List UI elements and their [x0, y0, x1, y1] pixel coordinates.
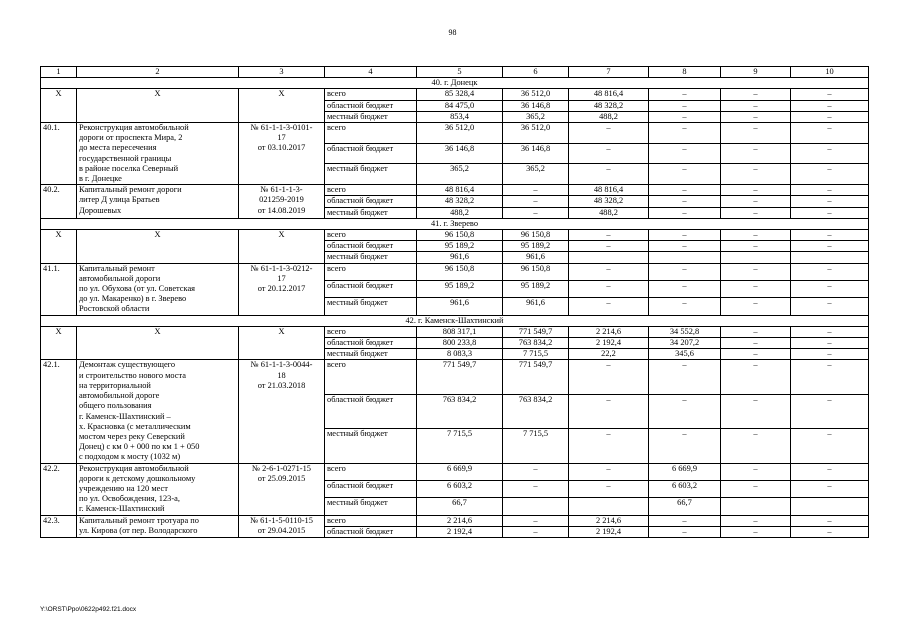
value-cell: – — [791, 230, 869, 241]
item-row — [41, 515, 869, 526]
value-cell: – — [791, 394, 869, 428]
value-cell: – — [791, 338, 869, 349]
value-cell: 95 189,2 — [503, 241, 569, 252]
value-cell: – — [569, 164, 649, 185]
value-cell: – — [569, 123, 649, 144]
budget-label: местный бюджет — [325, 164, 417, 185]
value-cell: 961,6 — [417, 252, 503, 263]
budget-label: местный бюджет — [325, 298, 417, 315]
value-cell: – — [721, 360, 791, 394]
x-marker: Х — [239, 326, 325, 360]
budget-label: местный бюджет — [325, 498, 417, 515]
summary-row — [41, 326, 869, 337]
item-number: 41.1. — [41, 263, 77, 315]
value-cell: – — [791, 360, 869, 394]
section-title-row — [41, 315, 869, 326]
section-title: 42. г. Каменск-Шахтинский — [41, 315, 869, 326]
value-cell: – — [721, 230, 791, 241]
value-cell: 36 146,8 — [503, 100, 569, 111]
value-cell: 2 192,4 — [569, 338, 649, 349]
value-cell: – — [569, 429, 649, 463]
budget-table — [40, 66, 869, 538]
x-marker: Х — [239, 230, 325, 264]
budget-label: всего — [325, 123, 417, 144]
value-cell: 48 328,2 — [569, 100, 649, 111]
value-cell: – — [649, 230, 721, 241]
x-marker: Х — [41, 326, 77, 360]
header-cell: 5 — [417, 67, 503, 78]
value-cell: – — [649, 298, 721, 315]
item-name: Демонтаж существующего и строительство нового моста на территориальной автомобильной дороге общего пользования г. Каменск-Шахтинский – х. Красновка (с металлическим мостом через реку Северский Донец) с км 0 + 000 по км 1 + 050 с подходом к мосту (1032 м) — [77, 360, 239, 463]
item-number: 42.2. — [41, 463, 77, 515]
value-cell: – — [503, 207, 569, 218]
budget-label: областной бюджет — [325, 143, 417, 164]
value-cell: 36 512,0 — [503, 89, 569, 100]
budget-label: областной бюджет — [325, 241, 417, 252]
value-cell: – — [721, 164, 791, 185]
value-cell: – — [721, 394, 791, 428]
budget-label: всего — [325, 89, 417, 100]
value-cell: – — [721, 298, 791, 315]
header-cell: 7 — [569, 67, 649, 78]
footer-file-path: Y:\ORST\Ppo\0622p492.f21.docx — [40, 606, 137, 613]
budget-label: областной бюджет — [325, 338, 417, 349]
value-cell: – — [791, 89, 869, 100]
section-title-row — [41, 218, 869, 229]
budget-label: всего — [325, 515, 417, 526]
item-document: № 61-1-1-3-0044- 18 от 21.03.2018 — [239, 360, 325, 463]
value-cell: – — [503, 526, 569, 537]
x-marker: Х — [77, 230, 239, 264]
value-cell: – — [721, 515, 791, 526]
value-cell: 96 150,8 — [417, 263, 503, 280]
section-title: 41. г. Зверево — [41, 218, 869, 229]
value-cell — [721, 252, 791, 263]
value-cell: 800 233,8 — [417, 338, 503, 349]
value-cell: 8 083,3 — [417, 349, 503, 360]
value-cell: 961,6 — [503, 298, 569, 315]
value-cell: – — [791, 185, 869, 196]
value-cell: – — [569, 241, 649, 252]
item-name: Капитальный ремонт дороги литер Д улица Братьев Дорошевых — [77, 185, 239, 219]
value-cell: 961,6 — [503, 252, 569, 263]
value-cell: – — [791, 100, 869, 111]
value-cell: 36 512,0 — [503, 123, 569, 144]
value-cell: – — [721, 349, 791, 360]
value-cell: 48 816,4 — [569, 89, 649, 100]
value-cell: – — [569, 143, 649, 164]
item-number: 42.3. — [41, 515, 77, 537]
value-cell: – — [791, 298, 869, 315]
value-cell: 96 150,8 — [503, 230, 569, 241]
value-cell: – — [721, 429, 791, 463]
item-name: Реконструкция автомобильной дороги от проспекта Мира, 2 до места пересечения государственной границы в районе поселка Северный в г. Донецке — [77, 123, 239, 185]
budget-label: областной бюджет — [325, 196, 417, 207]
header-cell: 9 — [721, 67, 791, 78]
value-cell: – — [721, 326, 791, 337]
value-cell: 7 715,5 — [417, 429, 503, 463]
value-cell: 48 816,4 — [417, 185, 503, 196]
value-cell: 34 552,8 — [649, 326, 721, 337]
item-name: Капитальный ремонт тротуара по ул. Кирова (от пер. Володарского — [77, 515, 239, 537]
item-number: 40.2. — [41, 185, 77, 219]
value-cell: 2 214,6 — [417, 515, 503, 526]
value-cell: – — [721, 241, 791, 252]
x-marker: Х — [77, 326, 239, 360]
value-cell: 36 146,8 — [417, 143, 503, 164]
x-marker: Х — [41, 230, 77, 264]
value-cell: – — [649, 429, 721, 463]
value-cell: – — [721, 196, 791, 207]
page-number: 98 — [448, 28, 457, 37]
budget-label: всего — [325, 185, 417, 196]
budget-label: областной бюджет — [325, 526, 417, 537]
item-row — [41, 463, 869, 480]
value-cell: – — [649, 185, 721, 196]
value-cell: – — [569, 463, 649, 480]
value-cell: 2 192,4 — [569, 526, 649, 537]
value-cell: – — [569, 280, 649, 297]
value-cell: – — [721, 185, 791, 196]
value-cell: – — [721, 100, 791, 111]
x-marker: Х — [77, 89, 239, 123]
value-cell: – — [791, 515, 869, 526]
value-cell: 34 207,2 — [649, 338, 721, 349]
value-cell: – — [791, 429, 869, 463]
value-cell: – — [649, 280, 721, 297]
value-cell: 96 150,8 — [503, 263, 569, 280]
header-cell: 4 — [325, 67, 417, 78]
header-cell: 6 — [503, 67, 569, 78]
value-cell: 36 512,0 — [417, 123, 503, 144]
budget-label: местный бюджет — [325, 429, 417, 463]
value-cell: – — [649, 164, 721, 185]
item-document: № 2-6-1-0271-15 от 25.09.2015 — [239, 463, 325, 515]
value-cell — [721, 498, 791, 515]
value-cell: – — [649, 263, 721, 280]
value-cell: – — [649, 360, 721, 394]
value-cell — [649, 252, 721, 263]
value-cell: 84 475,0 — [417, 100, 503, 111]
value-cell: – — [649, 241, 721, 252]
value-cell: 95 189,2 — [417, 241, 503, 252]
value-cell: 853,4 — [417, 111, 503, 122]
budget-label: всего — [325, 463, 417, 480]
value-cell: – — [569, 298, 649, 315]
value-cell: – — [721, 207, 791, 218]
summary-row — [41, 230, 869, 241]
item-row — [41, 185, 869, 196]
budget-label: местный бюджет — [325, 207, 417, 218]
section-title: 40. г. Донецк — [41, 78, 869, 89]
item-name: Реконструкция автомобильной дороги к детскому дошкольному учреждению на 120 мест по ул. Освобождения, 123-а, г. Каменск-Шахтинский — [77, 463, 239, 515]
header-cell: 2 — [77, 67, 239, 78]
value-cell: – — [791, 326, 869, 337]
value-cell: 6 603,2 — [649, 480, 721, 497]
budget-label: областной бюджет — [325, 394, 417, 428]
value-cell: – — [649, 143, 721, 164]
value-cell: 48 328,2 — [569, 196, 649, 207]
budget-label: всего — [325, 263, 417, 280]
value-cell: – — [721, 111, 791, 122]
value-cell: 808 317,1 — [417, 326, 503, 337]
value-cell: 488,2 — [569, 111, 649, 122]
value-cell: 365,2 — [417, 164, 503, 185]
value-cell: 22,2 — [569, 349, 649, 360]
value-cell: – — [791, 164, 869, 185]
value-cell: – — [569, 480, 649, 497]
value-cell: – — [791, 263, 869, 280]
value-cell: – — [791, 143, 869, 164]
value-cell: – — [721, 263, 791, 280]
header-cell: 3 — [239, 67, 325, 78]
item-number: 42.1. — [41, 360, 77, 463]
value-cell: 2 214,6 — [569, 515, 649, 526]
value-cell — [569, 252, 649, 263]
value-cell: 95 189,2 — [417, 280, 503, 297]
value-cell — [791, 252, 869, 263]
value-cell: – — [721, 526, 791, 537]
value-cell: 365,2 — [503, 164, 569, 185]
value-cell: – — [649, 89, 721, 100]
value-cell: – — [503, 515, 569, 526]
value-cell: – — [721, 463, 791, 480]
value-cell: 771 549,7 — [503, 360, 569, 394]
value-cell: – — [791, 123, 869, 144]
value-cell: 95 189,2 — [503, 280, 569, 297]
value-cell: – — [721, 280, 791, 297]
value-cell: 763 834,2 — [503, 338, 569, 349]
value-cell: 7 715,5 — [503, 349, 569, 360]
value-cell: 85 328,4 — [417, 89, 503, 100]
budget-label: местный бюджет — [325, 349, 417, 360]
value-cell: – — [791, 196, 869, 207]
budget-label: всего — [325, 360, 417, 394]
value-cell: – — [503, 463, 569, 480]
value-cell: – — [791, 207, 869, 218]
value-cell: 2 214,6 — [569, 326, 649, 337]
value-cell: – — [649, 207, 721, 218]
value-cell — [503, 498, 569, 515]
item-row — [41, 263, 869, 280]
x-marker: Х — [41, 89, 77, 123]
value-cell: 488,2 — [569, 207, 649, 218]
value-cell: 7 715,5 — [503, 429, 569, 463]
value-cell: – — [649, 111, 721, 122]
item-name: Капитальный ремонт автомобильной дороги по ул. Обухова (от ул. Советская до ул. Макаренко) в г. Зверево Ростовской области — [77, 263, 239, 315]
value-cell: – — [791, 241, 869, 252]
value-cell: 96 150,8 — [417, 230, 503, 241]
section-title-row — [41, 78, 869, 89]
budget-label: местный бюджет — [325, 111, 417, 122]
value-cell: 771 549,7 — [417, 360, 503, 394]
value-cell — [569, 498, 649, 515]
value-cell: – — [503, 196, 569, 207]
value-cell: 771 549,7 — [503, 326, 569, 337]
value-cell: 48 328,2 — [417, 196, 503, 207]
budget-label: областной бюджет — [325, 100, 417, 111]
value-cell: – — [721, 89, 791, 100]
value-cell: – — [721, 123, 791, 144]
value-cell: – — [649, 100, 721, 111]
value-cell: 763 834,2 — [417, 394, 503, 428]
value-cell: – — [503, 480, 569, 497]
value-cell: – — [721, 143, 791, 164]
item-document: № 61-1-1-3- 021259-2019 от 14.08.2019 — [239, 185, 325, 219]
value-cell: – — [649, 515, 721, 526]
x-marker: Х — [239, 89, 325, 123]
value-cell: – — [791, 111, 869, 122]
value-cell: 961,6 — [417, 298, 503, 315]
value-cell: – — [649, 526, 721, 537]
budget-label: всего — [325, 326, 417, 337]
value-cell: 6 603,2 — [417, 480, 503, 497]
header-row — [41, 67, 869, 78]
item-document: № 61-1-5-0110-15 от 29.04.2015 — [239, 515, 325, 537]
item-number: 40.1. — [41, 123, 77, 185]
value-cell: – — [649, 196, 721, 207]
item-row — [41, 360, 869, 394]
value-cell: 48 816,4 — [569, 185, 649, 196]
value-cell: 66,7 — [649, 498, 721, 515]
header-cell: 1 — [41, 67, 77, 78]
value-cell: 365,2 — [503, 111, 569, 122]
budget-label: областной бюджет — [325, 280, 417, 297]
value-cell — [791, 498, 869, 515]
value-cell: 488,2 — [417, 207, 503, 218]
budget-label: областной бюджет — [325, 480, 417, 497]
value-cell: – — [569, 360, 649, 394]
value-cell: – — [569, 394, 649, 428]
item-row — [41, 123, 869, 144]
value-cell: – — [791, 526, 869, 537]
value-cell: – — [649, 394, 721, 428]
budget-label: всего — [325, 230, 417, 241]
value-cell: – — [569, 230, 649, 241]
summary-row — [41, 89, 869, 100]
value-cell: – — [791, 349, 869, 360]
item-document: № 61-1-1-3-0101- 17 от 03.10.2017 — [239, 123, 325, 185]
value-cell: 345,6 — [649, 349, 721, 360]
value-cell: 2 192,4 — [417, 526, 503, 537]
value-cell: 763 834,2 — [503, 394, 569, 428]
value-cell: 6 669,9 — [417, 463, 503, 480]
value-cell: – — [721, 338, 791, 349]
value-cell: – — [649, 123, 721, 144]
header-cell: 10 — [791, 67, 869, 78]
item-document: № 61-1-1-3-0212- 17 от 20.12.2017 — [239, 263, 325, 315]
value-cell: 66,7 — [417, 498, 503, 515]
value-cell: – — [791, 280, 869, 297]
value-cell: 6 669,9 — [649, 463, 721, 480]
value-cell: – — [791, 463, 869, 480]
value-cell: 36 146,8 — [503, 143, 569, 164]
value-cell: – — [503, 185, 569, 196]
value-cell: – — [569, 263, 649, 280]
value-cell: – — [791, 480, 869, 497]
header-cell: 8 — [649, 67, 721, 78]
budget-label: местный бюджет — [325, 252, 417, 263]
value-cell: – — [721, 480, 791, 497]
